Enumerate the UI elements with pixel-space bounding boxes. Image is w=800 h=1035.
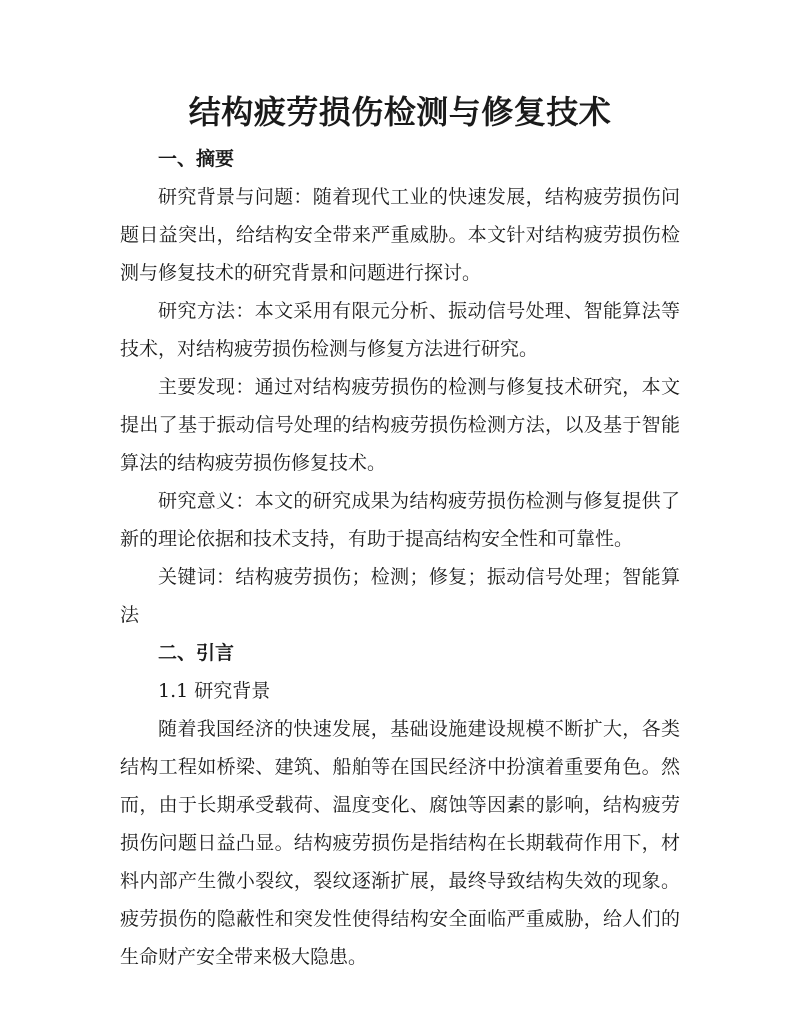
abstract-methods-paragraph: 研究方法：本文采用有限元分析、振动信号处理、智能算法等技术，对结构疲劳损伤检测与修复方法进行研究。 xyxy=(120,300,680,360)
intro-background-paragraph: 随着我国经济的快速发展，基础设施建设规模不断扩大，各类结构工程如桥梁、建筑、船舶等在国民经济中扮演着重要角色。然而，由于长期承受载荷、温度变化、腐蚀等因素的影响，结构疲劳损伤问题日益凸显。结构疲劳损伤是指结构在长期载荷作用下，材料内部产生微小裂纹，裂纹逐渐扩展，最终导致结构失效的现象。疲劳损伤的隐蔽性和突发性使得结构安全面临严重威胁，给人们的生命财产安全带来极大隐患。 xyxy=(120,718,680,968)
abstract-heading: 一、摘要 xyxy=(158,148,235,170)
abstract-findings-paragraph: 主要发现：通过对结构疲劳损伤的检测与修复技术研究，本文提出了基于振动信号处理的结构疲劳损伤检测方法，以及基于智能算法的结构疲劳损伤修复技术。 xyxy=(120,376,680,474)
keywords-line: 关键词：结构疲劳损伤；检测；修复；振动信号处理；智能算法 xyxy=(120,566,680,626)
document-title: 结构疲劳损伤检测与修复技术 xyxy=(188,93,612,131)
intro-heading: 二、引言 xyxy=(158,642,235,664)
document-body xyxy=(120,140,680,976)
abstract-significance-paragraph: 研究意义：本文的研究成果为结构疲劳损伤检测与修复提供了新的理论依据和技术支持，有助于提高结构安全性和可靠性。 xyxy=(120,490,680,550)
section-1-1-heading: 1.1 研究背景 xyxy=(158,680,271,702)
abstract-background-paragraph: 研究背景与问题：随着现代工业的快速发展，结构疲劳损伤问题日益突出，给结构安全带来严重威胁。本文针对结构疲劳损伤检测与修复技术的研究背景和问题进行探讨。 xyxy=(120,186,680,284)
